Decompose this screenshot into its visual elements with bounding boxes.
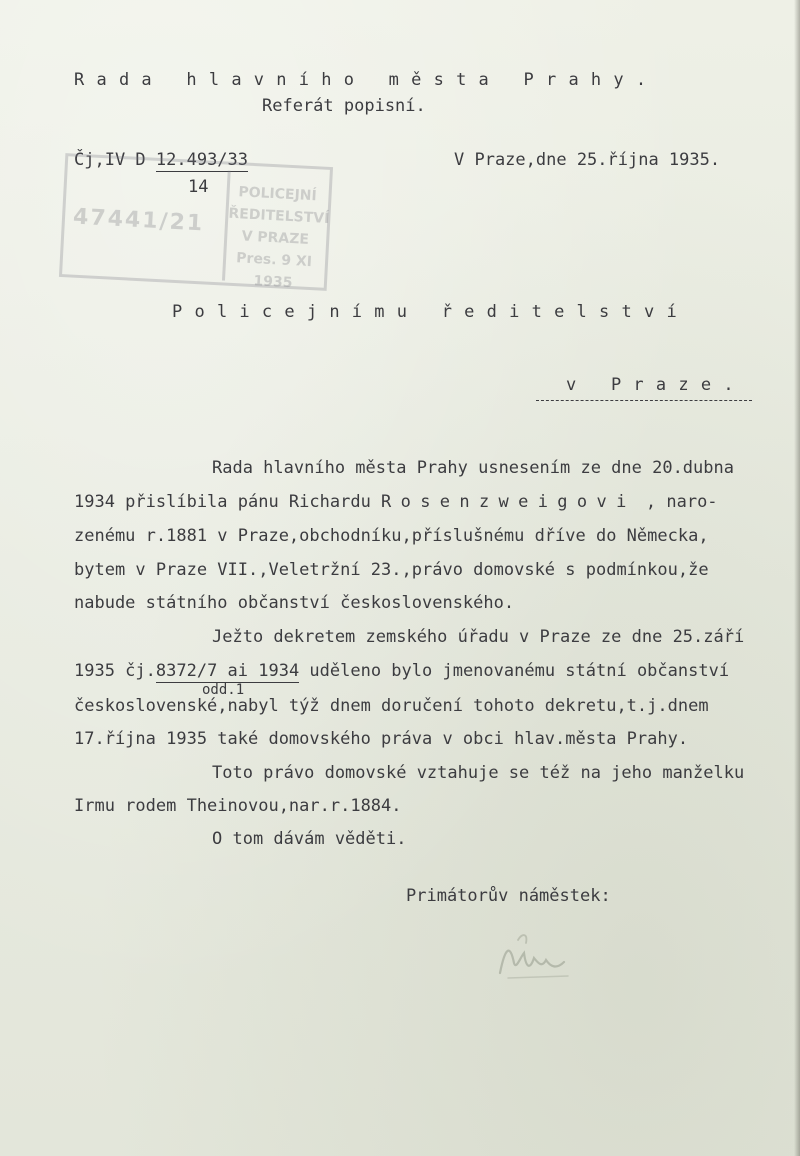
reference-prefix: Čj,IV D <box>74 150 156 170</box>
handwritten-signature <box>480 918 580 988</box>
stamp-line-2: V PRAZE <box>241 228 310 248</box>
council-header: Rada hlavního města Prahy. <box>74 70 659 90</box>
reference-file-number: 12.493/33 <box>155 150 249 170</box>
body-p2-line3: československé,nabyl týž dnem doručení tohoto dekretu,t.j.dnem <box>74 696 709 716</box>
body-p2-line1: Ježto dekretem zemského úřadu v Praze ze dne 25.září <box>212 627 745 647</box>
body-p1-line5: nabude státního občanství československého. <box>74 593 515 613</box>
body-p1-line1: Rada hlavního města Prahy usnesením ze dne 20.dubna <box>212 458 734 478</box>
addressee-underline <box>536 400 752 401</box>
body-p1-line3: zenému r.1881 v Praze,obchodníku,příslušnému dříve do Německa, <box>74 526 709 546</box>
body-p3-line1: Toto právo domovské vztahuje se též na jeho manželku <box>212 763 745 783</box>
person-surname: Rosenzweigovi <box>381 492 636 512</box>
reference-sub-number: 14 <box>188 177 209 197</box>
body-p2-line2a: 1935 čj. <box>74 661 156 681</box>
body-p1-line4: bytem v Praze VII.,Veletržní 23.,právo domovské s podmínkou,že <box>74 560 709 580</box>
body-p4-line1: O tom dávám věděti. <box>212 829 407 849</box>
stamp-line-3: Pres. 9 XI 1935 <box>235 250 313 292</box>
body-p2-line4: 17.října 1935 také domovského práva v obci hlav.města Prahy. <box>74 729 689 749</box>
date-line: V Praze,dne 25.října 1935. <box>454 150 721 170</box>
police-received-stamp <box>59 153 333 291</box>
signature-title: Primátorův náměstek: <box>406 886 611 906</box>
decree-reference: 8372/7 ai 1934 <box>155 661 300 681</box>
addressee-name: Policejnímu ředitelství <box>172 302 689 322</box>
body-p1-line2b: , naro- <box>635 492 718 512</box>
body-p2-line2 <box>74 661 729 681</box>
body-p1-line2a: 1934 přislíbila pánu Richardu <box>74 492 382 512</box>
stamp-number: 47441/21 <box>72 204 205 237</box>
stamp-inner-box <box>222 171 330 292</box>
stamp-line-1: POLICEJNÍ ŘEDITELSTVÍ <box>228 184 330 227</box>
body-p3-line2: Irmu rodem Theinovou,nar.r.1884. <box>74 796 402 816</box>
body-p1-line2 <box>74 492 718 512</box>
page-edge <box>794 0 800 1156</box>
body-p2-line2b: uděleno bylo jmenovanému státní občanství <box>299 661 730 681</box>
addressee-place: v Praze. <box>566 375 746 395</box>
department-header: Referát popisní. <box>262 96 426 116</box>
department-note: odd.1 <box>202 682 245 698</box>
